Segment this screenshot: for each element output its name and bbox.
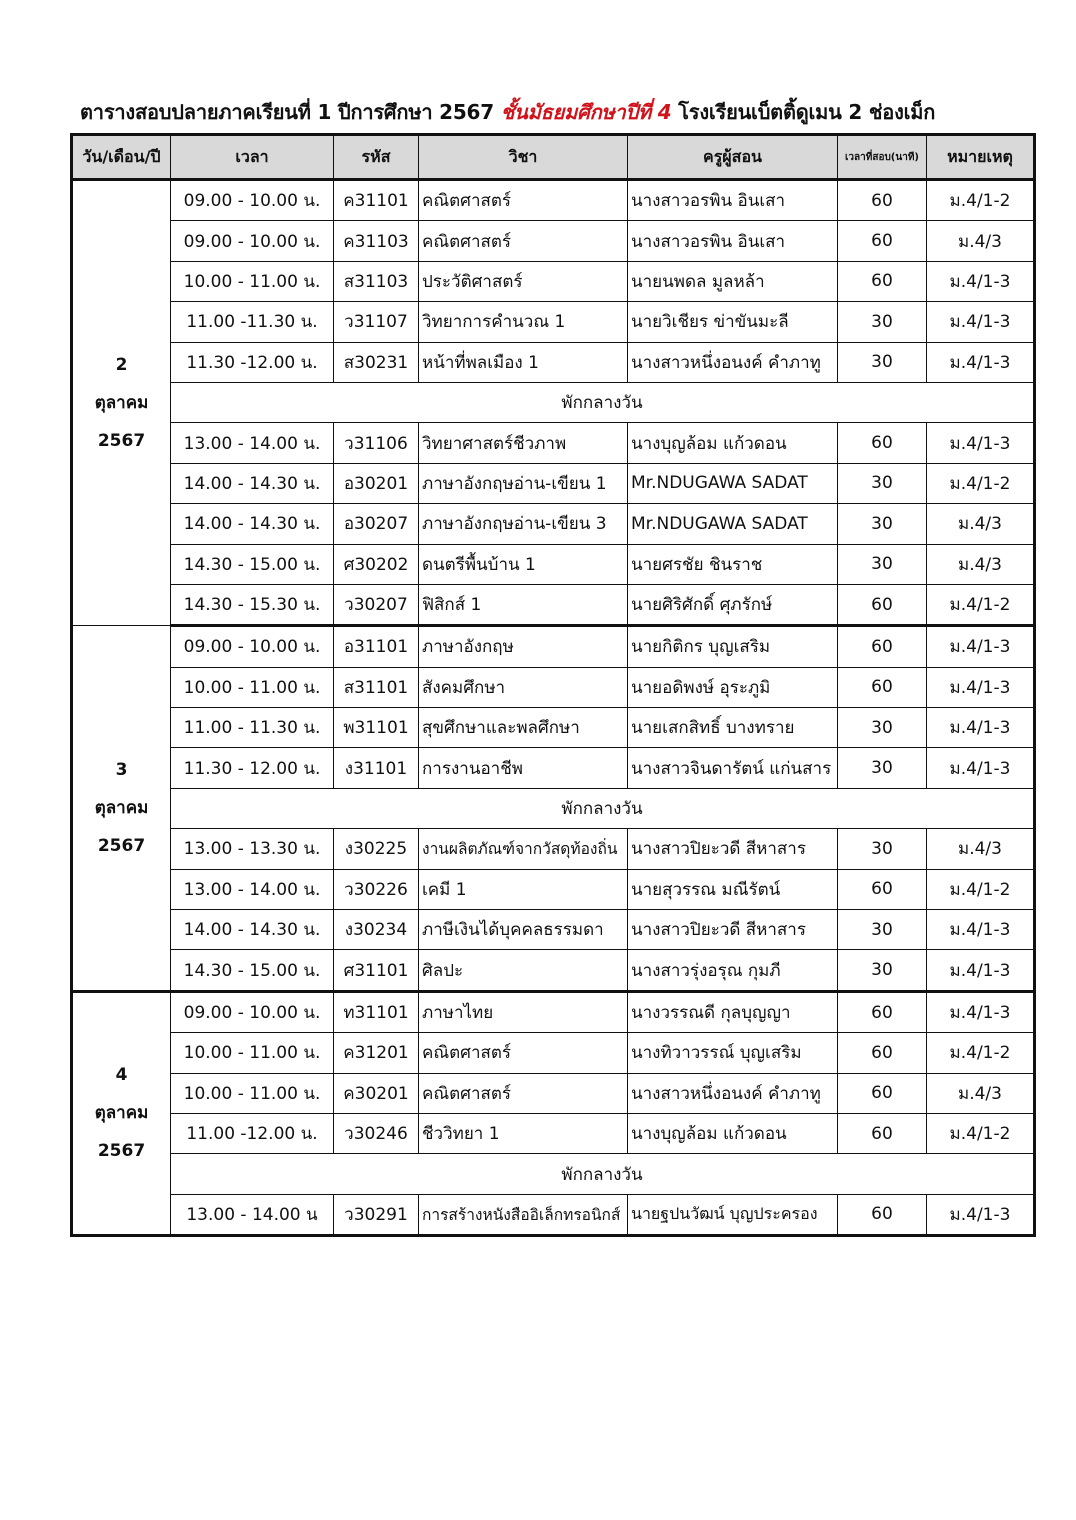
teacher-cell: นายนพดล มูลหล้า [628,261,838,301]
time-cell: 14.00 - 14.30 น. [171,910,334,950]
table-row [72,667,1035,707]
remark-cell: ม.4/1-3 [927,1194,1035,1235]
header-duration: เวลาที่สอบ(นาที) [838,135,927,180]
time-cell: 14.00 - 14.30 น. [171,504,334,544]
lunch-break-label: พักกลางวัน [171,382,1035,422]
teacher-cell: นางสาวปิยะวดี สีหาสาร [628,829,838,869]
code-cell: ศ30202 [334,544,419,584]
time-cell: 10.00 - 11.00 น. [171,1033,334,1073]
teacher-cell: นายศิริศักดิ์ ศุภรักษ์ [628,584,838,625]
subject-cell: วิทยาการคำนวณ 1 [419,302,628,342]
duration-cell: 60 [838,1033,927,1073]
teacher-cell: นางสาวรุ่งอรุณ กุมภี [628,950,838,991]
remark-cell: ม.4/1-2 [927,463,1035,503]
subject-cell: คณิตศาสตร์ [419,221,628,261]
header-time: เวลา [171,135,334,180]
time-cell: 10.00 - 11.00 น. [171,261,334,301]
subject-cell: ภาษาไทย [419,991,628,1032]
header-subject: วิชา [419,135,628,180]
table-row [72,991,1035,1032]
code-cell: ง30234 [334,910,419,950]
table-row [72,869,1035,909]
code-cell: ว31106 [334,423,419,463]
date-year: 2567 [97,836,146,857]
teacher-cell: Mr.NDUGAWA SADAT [628,504,838,544]
table-row [72,221,1035,261]
duration-cell: 30 [838,302,927,342]
title-grade: ชั้นมัธยมศึกษาปีที่ 4 [500,100,672,124]
table-row [72,544,1035,584]
subject-cell: ภาษีเงินได้บุคคลธรรมดา [419,910,628,950]
teacher-cell: นายอดิพงษ์ อุระภูมิ [628,667,838,707]
time-cell: 13.00 - 13.30 น. [171,829,334,869]
code-cell: ท31101 [334,991,419,1032]
time-cell: 11.00 -12.00 น. [171,1113,334,1153]
remark-cell: ม.4/3 [927,221,1035,261]
duration-cell: 60 [838,180,927,221]
table-row [72,180,1035,221]
subject-cell: หน้าที่พลเมือง 1 [419,342,628,382]
time-cell: 13.00 - 14.00 น. [171,423,334,463]
teacher-cell: นายเสกสิทธิ์ บางทราย [628,708,838,748]
teacher-cell: Mr.NDUGAWA SADAT [628,463,838,503]
time-cell: 14.30 - 15.00 น. [171,544,334,584]
teacher-cell: นางบุญล้อม แก้วดอน [628,1113,838,1153]
code-cell: อ30201 [334,463,419,503]
time-cell: 09.00 - 10.00 น. [171,180,334,221]
remark-cell: ม.4/1-3 [927,708,1035,748]
time-cell: 14.30 - 15.30 น. [171,584,334,625]
teacher-cell: นายศรชัย ชินราช [628,544,838,584]
subject-cell: ภาษาอังกฤษอ่าน-เขียน 1 [419,463,628,503]
header-code: รหัส [334,135,419,180]
date-month: ตุลาคม [94,798,149,819]
table-row [72,1033,1035,1073]
time-cell: 13.00 - 14.00 น. [171,869,334,909]
remark-cell: ม.4/1-2 [927,584,1035,625]
header-date: วัน/เดือน/ปี [72,135,171,180]
table-row [72,463,1035,503]
code-cell: ว31107 [334,302,419,342]
duration-cell: 30 [838,504,927,544]
time-cell: 14.00 - 14.30 น. [171,463,334,503]
table-row [72,708,1035,748]
code-cell: อ30207 [334,504,419,544]
remark-cell: ม.4/1-3 [927,423,1035,463]
date-day: 2 [115,355,128,376]
date-day: 4 [115,1065,128,1086]
date-month: ตุลาคม [94,393,149,414]
duration-cell: 60 [838,261,927,301]
remark-cell: ม.4/1-3 [927,342,1035,382]
remark-cell: ม.4/3 [927,504,1035,544]
code-cell: อ31101 [334,626,419,667]
remark-cell: ม.4/1-3 [927,302,1035,342]
remark-cell: ม.4/1-3 [927,910,1035,950]
lunch-row [72,382,1035,422]
table-row [72,950,1035,991]
code-cell: ส31101 [334,667,419,707]
table-row [72,302,1035,342]
table-row [72,829,1035,869]
time-cell: 10.00 - 11.00 น. [171,667,334,707]
table-row [72,261,1035,301]
teacher-cell: นางสาวปิยะวดี สีหาสาร [628,910,838,950]
code-cell: ค31201 [334,1033,419,1073]
subject-cell: คณิตศาสตร์ [419,1073,628,1113]
table-row [72,504,1035,544]
code-cell: ว30226 [334,869,419,909]
title-school: โรงเรียนเบ็ตติ้ดูเมน 2 ช่องเม็ก [678,100,936,124]
table-row [72,342,1035,382]
remark-cell: ม.4/3 [927,1073,1035,1113]
remark-cell: ม.4/1-3 [927,261,1035,301]
date-year: 2567 [97,1141,146,1162]
subject-cell: คณิตศาสตร์ [419,1033,628,1073]
code-cell: ค31101 [334,180,419,221]
subject-cell: ภาษาอังกฤษ [419,626,628,667]
date-day: 3 [115,760,128,781]
duration-cell: 60 [838,1194,927,1235]
teacher-cell: นางทิวาวรรณ์ บุญเสริม [628,1033,838,1073]
table-row [72,1113,1035,1153]
subject-cell: ชีววิทยา 1 [419,1113,628,1153]
duration-cell: 30 [838,829,927,869]
subject-cell: การงานอาชีพ [419,748,628,788]
lunch-break-label: พักกลางวัน [171,788,1035,828]
date-month: ตุลาคม [94,1103,149,1124]
teacher-cell: นางวรรณดี กุลบุญญา [628,991,838,1032]
teacher-cell: นางสาวจินดารัตน์ แก่นสาร [628,748,838,788]
teacher-cell: นางสาวอรพิน อินเสา [628,221,838,261]
duration-cell: 30 [838,950,927,991]
time-cell: 10.00 - 11.00 น. [171,1073,334,1113]
duration-cell: 60 [838,869,927,909]
table-row [72,1194,1035,1235]
header-row [72,135,1035,180]
page-title [80,96,1040,128]
header-teacher: ครูผู้สอน [628,135,838,180]
date-cell [72,991,171,1235]
table-row [72,910,1035,950]
subject-cell: วิทยาศาสตร์ชีวภาพ [419,423,628,463]
day-group-2 [72,626,1035,992]
duration-cell: 60 [838,667,927,707]
remark-cell: ม.4/1-3 [927,667,1035,707]
table-row [72,626,1035,667]
day-group-1 [72,180,1035,626]
duration-cell: 60 [838,423,927,463]
time-cell: 14.30 - 15.00 น. [171,950,334,991]
remark-cell: ม.4/1-3 [927,626,1035,667]
remark-cell: ม.4/3 [927,829,1035,869]
table-row [72,423,1035,463]
code-cell: ง31101 [334,748,419,788]
code-cell: ส30231 [334,342,419,382]
code-cell: พ31101 [334,708,419,748]
teacher-cell: นางสาวหนึ่งอนงค์ คำภาทู [628,1073,838,1113]
subject-cell: เคมี 1 [419,869,628,909]
lunch-break-label: พักกลางวัน [171,1154,1035,1194]
duration-cell: 60 [838,1073,927,1113]
day-group-3 [72,991,1035,1235]
duration-cell: 60 [838,1113,927,1153]
remark-cell: ม.4/1-3 [927,950,1035,991]
code-cell: ว30207 [334,584,419,625]
subject-cell: ฟิสิกส์ 1 [419,584,628,625]
subject-cell: ศิลปะ [419,950,628,991]
table-row [72,748,1035,788]
duration-cell: 30 [838,544,927,584]
remark-cell: ม.4/3 [927,544,1035,584]
date-year: 2567 [97,431,146,452]
code-cell: ว30246 [334,1113,419,1153]
code-cell: ค30201 [334,1073,419,1113]
subject-cell: ภาษาอังกฤษอ่าน-เขียน 3 [419,504,628,544]
duration-cell: 30 [838,910,927,950]
subject-cell: สังคมศึกษา [419,667,628,707]
time-cell: 11.30 - 12.00 น. [171,748,334,788]
duration-cell: 30 [838,708,927,748]
subject-cell: ดนตรีพื้นบ้าน 1 [419,544,628,584]
time-cell: 11.30 -12.00 น. [171,342,334,382]
duration-cell: 60 [838,991,927,1032]
duration-cell: 60 [838,584,927,625]
duration-cell: 30 [838,342,927,382]
subject-cell: สุขศึกษาและพลศึกษา [419,708,628,748]
code-cell: ว30291 [334,1194,419,1235]
time-cell: 09.00 - 10.00 น. [171,221,334,261]
remark-cell: ม.4/1-3 [927,991,1035,1032]
remark-cell: ม.4/1-2 [927,180,1035,221]
code-cell: ศ31101 [334,950,419,991]
code-cell: ค31103 [334,221,419,261]
remark-cell: ม.4/1-2 [927,1033,1035,1073]
remark-cell: ม.4/1-2 [927,869,1035,909]
subject-cell: ประวัติศาสตร์ [419,261,628,301]
remark-cell: ม.4/1-3 [927,748,1035,788]
header-remark: หมายเหตุ [927,135,1035,180]
teacher-cell: นายฐปนวัฒน์ บุญประครอง [628,1194,838,1235]
subject-cell: การสร้างหนังสืออิเล็กทรอนิกส์ [419,1194,628,1235]
teacher-cell: นางสาวหนึ่งอนงค์ คำภาทู [628,342,838,382]
teacher-cell: นายสุวรรณ มณีรัตน์ [628,869,838,909]
duration-cell: 60 [838,626,927,667]
lunch-row [72,788,1035,828]
teacher-cell: นางบุญล้อม แก้วดอน [628,423,838,463]
date-cell [72,626,171,992]
exam-schedule-table [70,133,1036,1237]
teacher-cell: นายกิติกร บุญเสริม [628,626,838,667]
time-cell: 09.00 - 10.00 น. [171,991,334,1032]
code-cell: ส31103 [334,261,419,301]
title-main: ตารางสอบปลายภาคเรียนที่ 1 ปีการศึกษา 2567 [80,100,494,124]
time-cell: 11.00 - 11.30 น. [171,708,334,748]
subject-cell: คณิตศาสตร์ [419,180,628,221]
duration-cell: 60 [838,221,927,261]
teacher-cell: นายวิเชียร ข่าขันมะลี [628,302,838,342]
table-row [72,1073,1035,1113]
subject-cell: งานผลิตภัณฑ์จากวัสดุท้องถิ่น [419,829,628,869]
time-cell: 09.00 - 10.00 น. [171,626,334,667]
lunch-row [72,1154,1035,1194]
duration-cell: 30 [838,463,927,503]
table-row [72,584,1035,625]
remark-cell: ม.4/1-2 [927,1113,1035,1153]
date-cell [72,180,171,626]
duration-cell: 30 [838,748,927,788]
code-cell: ง30225 [334,829,419,869]
teacher-cell: นางสาวอรพิน อินเสา [628,180,838,221]
time-cell: 11.00 -11.30 น. [171,302,334,342]
time-cell: 13.00 - 14.00 น [171,1194,334,1235]
